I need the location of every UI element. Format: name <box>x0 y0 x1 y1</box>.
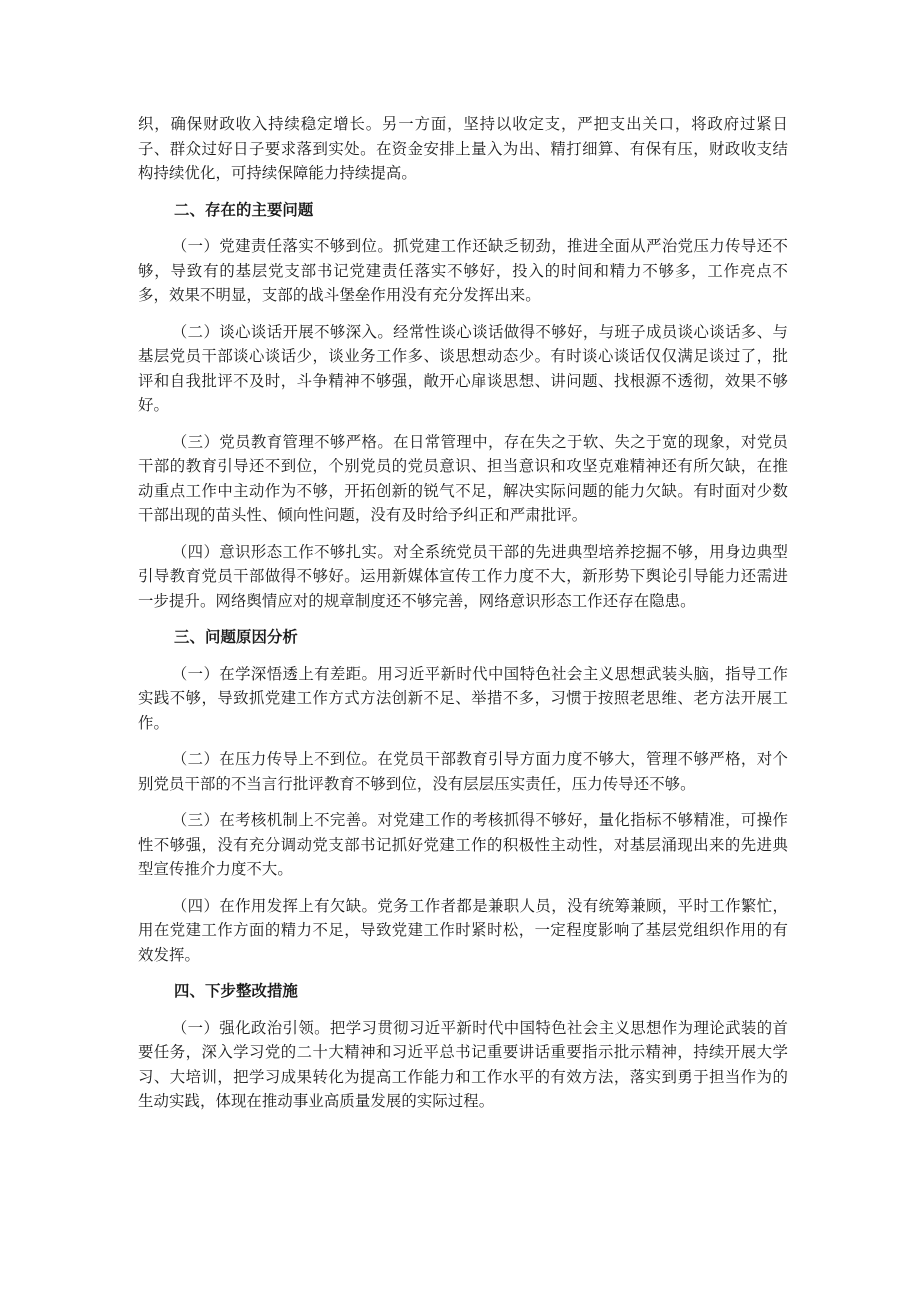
paragraph-problem-1: （一）党建责任落实不够到位。抓党建工作还缺乏韧劲，推进全面从严治党压力传导还不够，导致有的基层党支部书记党建责任落实不够好，投入的时间和精力不够多，工作亮点不多，效果不明显，支部的战斗堡垒作用没有充分发挥出来。 <box>138 237 788 304</box>
section-heading-rectification: 四、下步整改措施 <box>174 982 298 1000</box>
section-heading-main-problems: 二、存在的主要问题 <box>174 200 314 219</box>
document-page <box>138 112 788 1126</box>
section-heading-cause-analysis: 三、问题原因分析 <box>174 628 298 646</box>
paragraph-cause-2: （二）在压力传导上不到位。在党员干部教育引导方面力度不够大，管理不够严格，对个别党员干部的不当言行批评教育不够到位，没有层层压实责任，压力传导还不够。 <box>138 750 788 793</box>
paragraph-problem-3: （三）党员教育管理不够严格。在日常管理中，存在失之于软、失之于宽的现象，对党员干部的教育引导还不到位，个别党员的党员意识、担当意识和攻坚克难精神还有所欠缺，在推动重点工作中主动作为不够，开拓创新的锐气不足，解决实际问题的能力欠缺。有时面对少数干部出现的苗头性、倾向性问题，没有及时给予纠正和严肃批评。 <box>138 432 788 524</box>
paragraph-problem-2: （二）谈心谈话开展不够深入。经常性谈心谈话做得不够好，与班子成员谈心谈话多、与基层党员干部谈心谈话少，谈业务工作多、谈思想动态少。有时谈心谈话仅仅满足谈过了，批评和自我批评不及时，斗争精神不够强，敞开心扉谈思想、讲问题、找根源不透彻，效果不够好。 <box>138 322 788 414</box>
paragraph-fiscal-continuation: 织，确保财政收入持续稳定增长。另一方面，坚持以收定支，严把支出关口，将政府过紧日子、群众过好日子要求落到实处。在资金安排上量入为出、精打细算、有保有压，财政收支结构持续优化，可持续保障能力持续提高。 <box>138 115 788 182</box>
paragraph-cause-1: （一）在学深悟透上有差距。用习近平新时代中国特色社会主义思想武装头脑，指导工作实践不够，导致抓党建工作方式方法创新不足、举措不多，习惯于按照老思维、老方法开展工作。 <box>138 664 788 732</box>
paragraph-cause-4: （四）在作用发挥上有欠缺。党务工作者都是兼职人员，没有统筹兼顾，平时工作繁忙，用在党建工作方面的精力不足，导致党建工作时紧时松，一定程度影响了基层党组织作用的有效发挥。 <box>138 896 788 964</box>
paragraph-problem-4: （四）意识形态工作不够扎实。对全系统党员干部的先进典型培养挖掘不够，用身边典型引导教育党员干部做得不够好。运用新媒体宣传工作力度不大，新形势下舆论引导能力还需进一步提升。网络舆情应对的规章制度还不够完善，网络意识形态工作还存在隐患。 <box>138 542 788 610</box>
paragraph-measure-1: （一）强化政治引领。把学习贯彻习近平新时代中国特色社会主义思想作为理论武装的首要任务，深入学习党的二十大精神和习近平总书记重要讲话重要指示批示精神，持续开展大学习、大培训，把学习成果转化为提高工作能力和工作水平的有效方法，落实到勇于担当作为的生动实践，体现在推动事业高质量发展的实际过程。 <box>138 1018 788 1110</box>
paragraph-cause-3: （三）在考核机制上不完善。对党建工作的考核抓得不够好，量化指标不够精准，可操作性不够强，没有充分调动党支部书记抓好党建工作的积极性主动性，对基层涌现出来的先进典型宣传推介力度不大。 <box>138 811 788 878</box>
